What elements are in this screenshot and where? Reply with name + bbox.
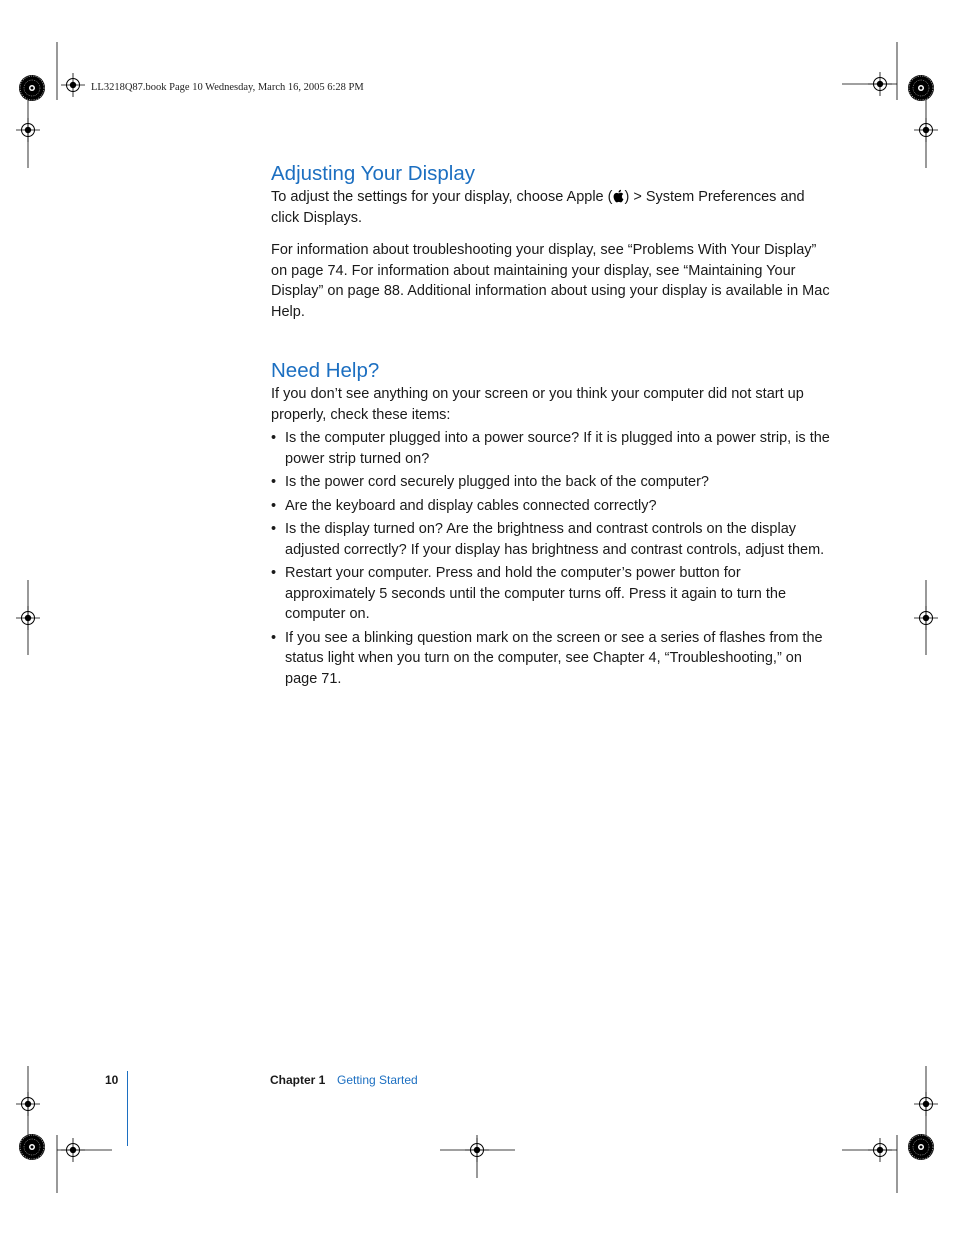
list-item-text: Is the power cord securely plugged into the back of the computer? (285, 474, 709, 490)
list-item (271, 628, 831, 690)
bullet: • (271, 497, 277, 514)
bullet: • (271, 565, 277, 581)
list-item (271, 472, 831, 493)
checklist (271, 428, 831, 689)
list-item-text: If you see a blinking question mark on the screen or see a series of flashes from the status light when you turn on the computer, see Chapter 4, “Troubleshooting,” on page 71. (285, 629, 823, 687)
footer-chapter-label: Chapter 1 (270, 1073, 326, 1087)
bullet: • (271, 629, 277, 646)
list-item-text: Restart your computer. Press and hold the computer’s power button for approximately 5 seconds until the computer turns off. Press it again to turn the computer on. (285, 565, 787, 622)
list-item-text: Is the display turned on? Are the brightness and contrast controls on the display adjusted correctly? If your display has brightness and contrast controls, adjust them. (285, 521, 825, 558)
paragraph-text-start: To adjust the settings for your display, choose Apple ( (271, 189, 613, 205)
footer-divider (127, 1071, 128, 1146)
list-item (271, 519, 831, 560)
main-content (271, 160, 831, 692)
paragraph-text-end: ) > System Preferences and click Displays. (271, 189, 805, 226)
list-item (271, 428, 831, 469)
page-number: 10 (105, 1073, 119, 1087)
display-settings-paragraph (271, 187, 831, 228)
list-item-text: Are the keyboard and display cables connected correctly? (285, 497, 657, 514)
footer-chapter-title: Getting Started (337, 1073, 418, 1087)
list-item (271, 563, 831, 625)
print-slug: LL3218Q87.book Page 10 Wednesday, March 16, 2005 6:28 PM (91, 82, 364, 93)
section-heading-adjusting-display: Adjusting Your Display (271, 162, 475, 185)
list-item (271, 496, 831, 517)
bullet: • (271, 474, 277, 490)
bullet: • (271, 521, 277, 537)
bullet: • (271, 430, 277, 446)
list-item-text: Is the computer plugged into a power source? If it is plugged into a power strip, is the power strip turned on? (285, 430, 830, 467)
troubleshooting-reference-paragraph: For information about troubleshooting your display, see “Problems With Your Display” on page 74. For information about maintaining your display, see “Maintaining Your Display” on page 88. Additional information about using your display is available in Mac Help. (271, 242, 830, 320)
need-help-intro: If you don’t see anything on your screen or you think your computer did not start up properly, check these items: (271, 386, 804, 423)
section-heading-need-help: Need Help? (271, 359, 380, 382)
apple-logo-icon (612, 189, 624, 203)
